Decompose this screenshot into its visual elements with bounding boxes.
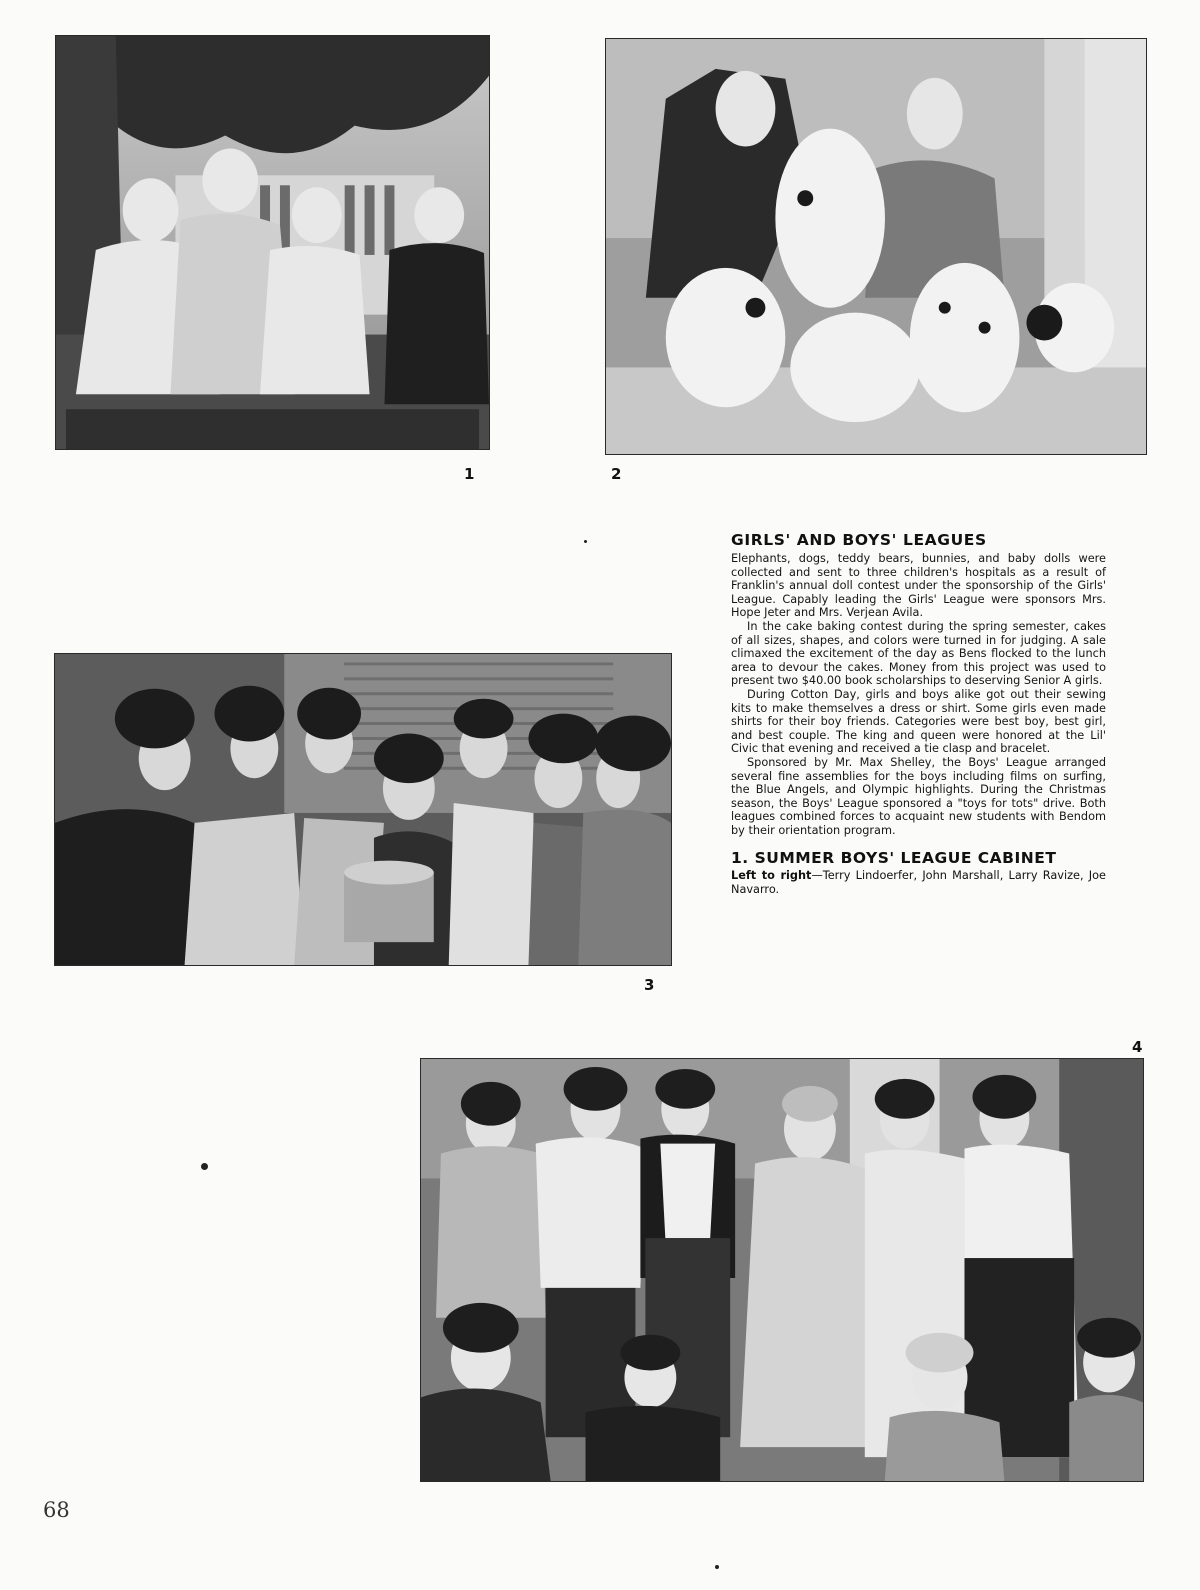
article-paragraph: In the cake baking contest during the spring semester, cakes of all sizes, shapes, and colors were turned in for judging. A sale climaxed the excitement of the day as Bens flocked to the lunch area to devour the cakes. Money from this project was used to present two $40.00 book scholarships to deserving Senior A girls. <box>731 619 1106 688</box>
caption-text <box>731 869 1106 896</box>
photo-3-number: 3 <box>644 976 655 994</box>
article-paragraph: Elephants, dogs, teddy bears, bunnies, and baby dolls were collected and sent to three children's hospitals as a result of Franklin's annual doll contest under the sponsorship of the Girls' League. Capably leading the Girls' League were sponsors Mrs. Hope Jeter and Mrs. Verjean Avila. <box>731 552 1106 620</box>
article-paragraph: Sponsored by Mr. Max Shelley, the Boys' League arranged several fine assemblies for the boys including films on surfing, the Blue Angels, and Olympic highlights. During the Christmas season, the Boys' League sponsored a "toys for tots" drive. Both leagues combined forces to acquaint new students with Bendom by their orientation program. <box>731 755 1106 837</box>
article-heading: GIRLS' AND BOYS' LEAGUES <box>731 531 987 549</box>
photo-2-image <box>606 39 1146 454</box>
caption-heading: 1. SUMMER BOYS' LEAGUE CABINET <box>731 849 1057 868</box>
caption-names: —Terry Lindoerfer, John Marshall, Larry Ravize, Joe Navarro. <box>731 869 1106 897</box>
page-speck <box>201 1163 208 1170</box>
photo-2-doll-contest <box>605 38 1147 455</box>
article <box>731 531 1106 897</box>
caption-lead: Left to right <box>731 869 812 883</box>
article-paragraph: During Cotton Day, girls and boys alike got out their sewing kits to make themselves a dress or shirt. Some girls even made shirts for their boy friends. Categories were best boy, best girl, and best couple. The king and queen were honored at the Lil' Civic that evening and received a tie clasp and bracelet. <box>731 687 1106 756</box>
photo-2-number: 2 <box>611 465 622 483</box>
photo-1-number: 1 <box>464 465 475 483</box>
photo-3-image <box>55 654 671 965</box>
photo-1-image <box>56 36 489 449</box>
photo-4-girls-league-group <box>420 1058 1144 1482</box>
page-number: 68 <box>43 1498 70 1522</box>
photo-1-boys-league-cabinet <box>55 35 490 450</box>
article-body <box>731 552 1106 837</box>
photo-4-number: 4 <box>1132 1038 1143 1056</box>
page-speck <box>584 540 587 543</box>
page-speck <box>715 1565 719 1569</box>
photo-4-image <box>421 1059 1143 1481</box>
photo-3-cake-contest <box>54 653 672 966</box>
